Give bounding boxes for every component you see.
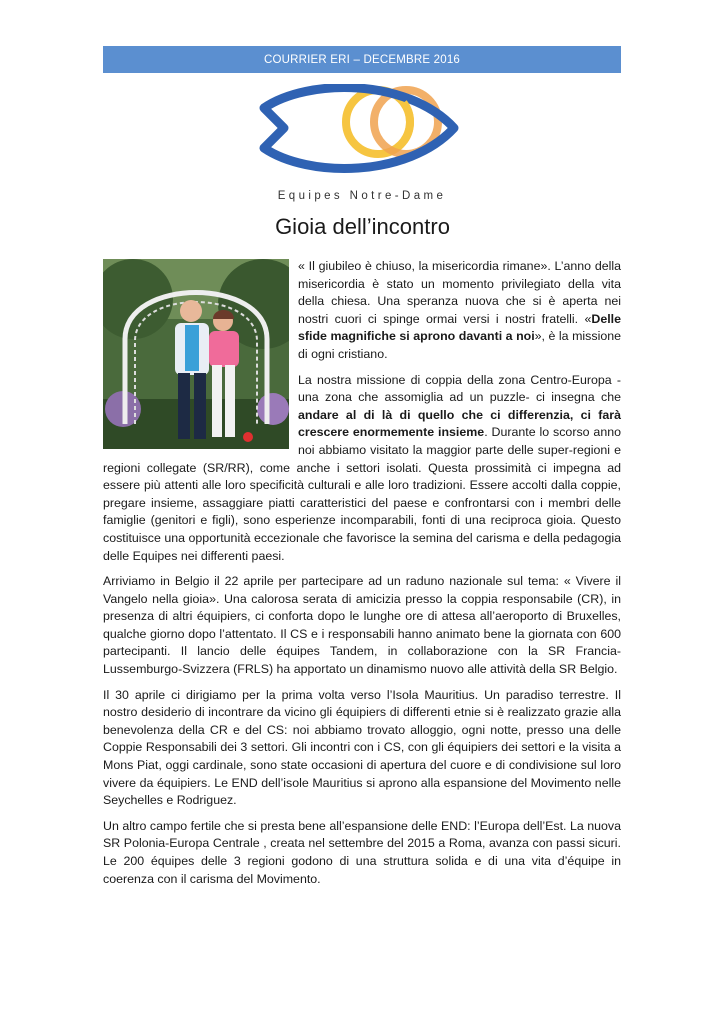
paragraph-mauritius: Il 30 aprile ci dirigiamo per la prima volta verso l’Isola Mauritius. Un paradiso terrestre. Il nostro desiderio di incontrare da vicino gli équipiers di differenti etnie si è realizzato grazie alla benevolenza della CR e del CS: noi abbiamo trovato alloggio, ogni notte, presso una delle Coppie Responsabili dei 3 settori. Gli incontri con i CS, con gli équipiers dei settori e la visita a Mons Piat, oggi cardinale, sono state occasioni di apertura del cuore e di condivisione sul loro vivere da équipiers. Le END dell’isole Mauritius si aprono alla espansione del Movimento nelle Seychelles e Rodriguez. bbox=[103, 687, 621, 808]
article-body bbox=[103, 258, 621, 896]
paragraph-mission-text: La nostra missione di coppia della zona Centro-Europa - una zona che assomiglia ad un puzzle- ci insegna che bbox=[298, 372, 621, 405]
paragraph-mission-bold: andare al di là di quello che ci differenzia, ci farà crescere enormemente insieme bbox=[298, 407, 621, 440]
newsletter-header bbox=[103, 46, 621, 73]
header-text: COURRIER ERI – DECEMBRE 2016 bbox=[263, 53, 461, 66]
photo-spacer bbox=[103, 258, 298, 454]
paragraph-belgium: Arriviamo in Belgio il 22 aprile per partecipare ad un raduno nazionale sul tema: « Vivere il Vangelo nella gioia». Una calorosa serata di amicizia presso la coppia responsabile (CR), in presenza di altri équipiers, ci conforta dopo le lunghe ore di attesa all’aeroporto di Bruxelles, qualche giorno dopo l’attentato. Il CS e i responsabili hanno animato bene la giornata con 600 partecipanti. Il lancio delle équipes Tandem, in collaborazione con la SR Francia-Lussemburgo-Svizzera (FRLS) ha apportato un dinamismo nuovo alle attività della SR Belgio. bbox=[103, 574, 621, 677]
fish-rings-icon bbox=[258, 84, 466, 188]
page-title: Gioia dell’incontro bbox=[275, 214, 450, 239]
paragraph-intro-text: « Il giubileo è chiuso, la misericordia rimane». L’anno della misericordia è stato un momento privilegiato della vita della chiesa. Una speranza nuova che si è aperta nei nostri cuori ci spinge ormai versi i nostri fratelli. « bbox=[298, 259, 621, 326]
logo-text: Equipes Notre-Dame bbox=[277, 190, 447, 202]
paragraph-intro-end: », è la missione di ogni cristiano. bbox=[298, 329, 621, 361]
paragraph-intro-bold: Delle sfide magnifiche si aprono davanti a noi bbox=[298, 311, 621, 344]
equipes-notre-dame-logo bbox=[258, 84, 466, 208]
paragraph-mission-end: . Durante lo scorso anno noi abbiamo visitato la maggior parte delle super-regioni e regioni collegate (SR/RR), come anche i settori isolati. Questa prossimità ci impegna ad essere più attenti alle loro specificità culturali e alle loro tradizioni. Essere accolti dalla coppie, pregare insieme, assaggiare piatti caratteristici del paese e confrontarsi con i membri delle famiglie (genitori e figli), sono esperienze incomparabili, fonti di una reciproca gioia. Questo costituisce una opportunità eccezionale che favorisce la semina del carisma e della pedagogia delle Equipes nei differenti paesi. bbox=[103, 425, 621, 563]
paragraph-eastern-europe: Un altro campo fertile che si presta bene all’espansione delle END: l’Europa dell’Est. La nuova SR Polonia-Europa Centrale , creata nel settembre del 2015 a Roma, avanza con passi sicuri. Le 200 équipes delle 3 regioni godono di una struttura solida e di una vita d’équipe in coerenza con il carisma del Movimento. bbox=[103, 818, 621, 886]
